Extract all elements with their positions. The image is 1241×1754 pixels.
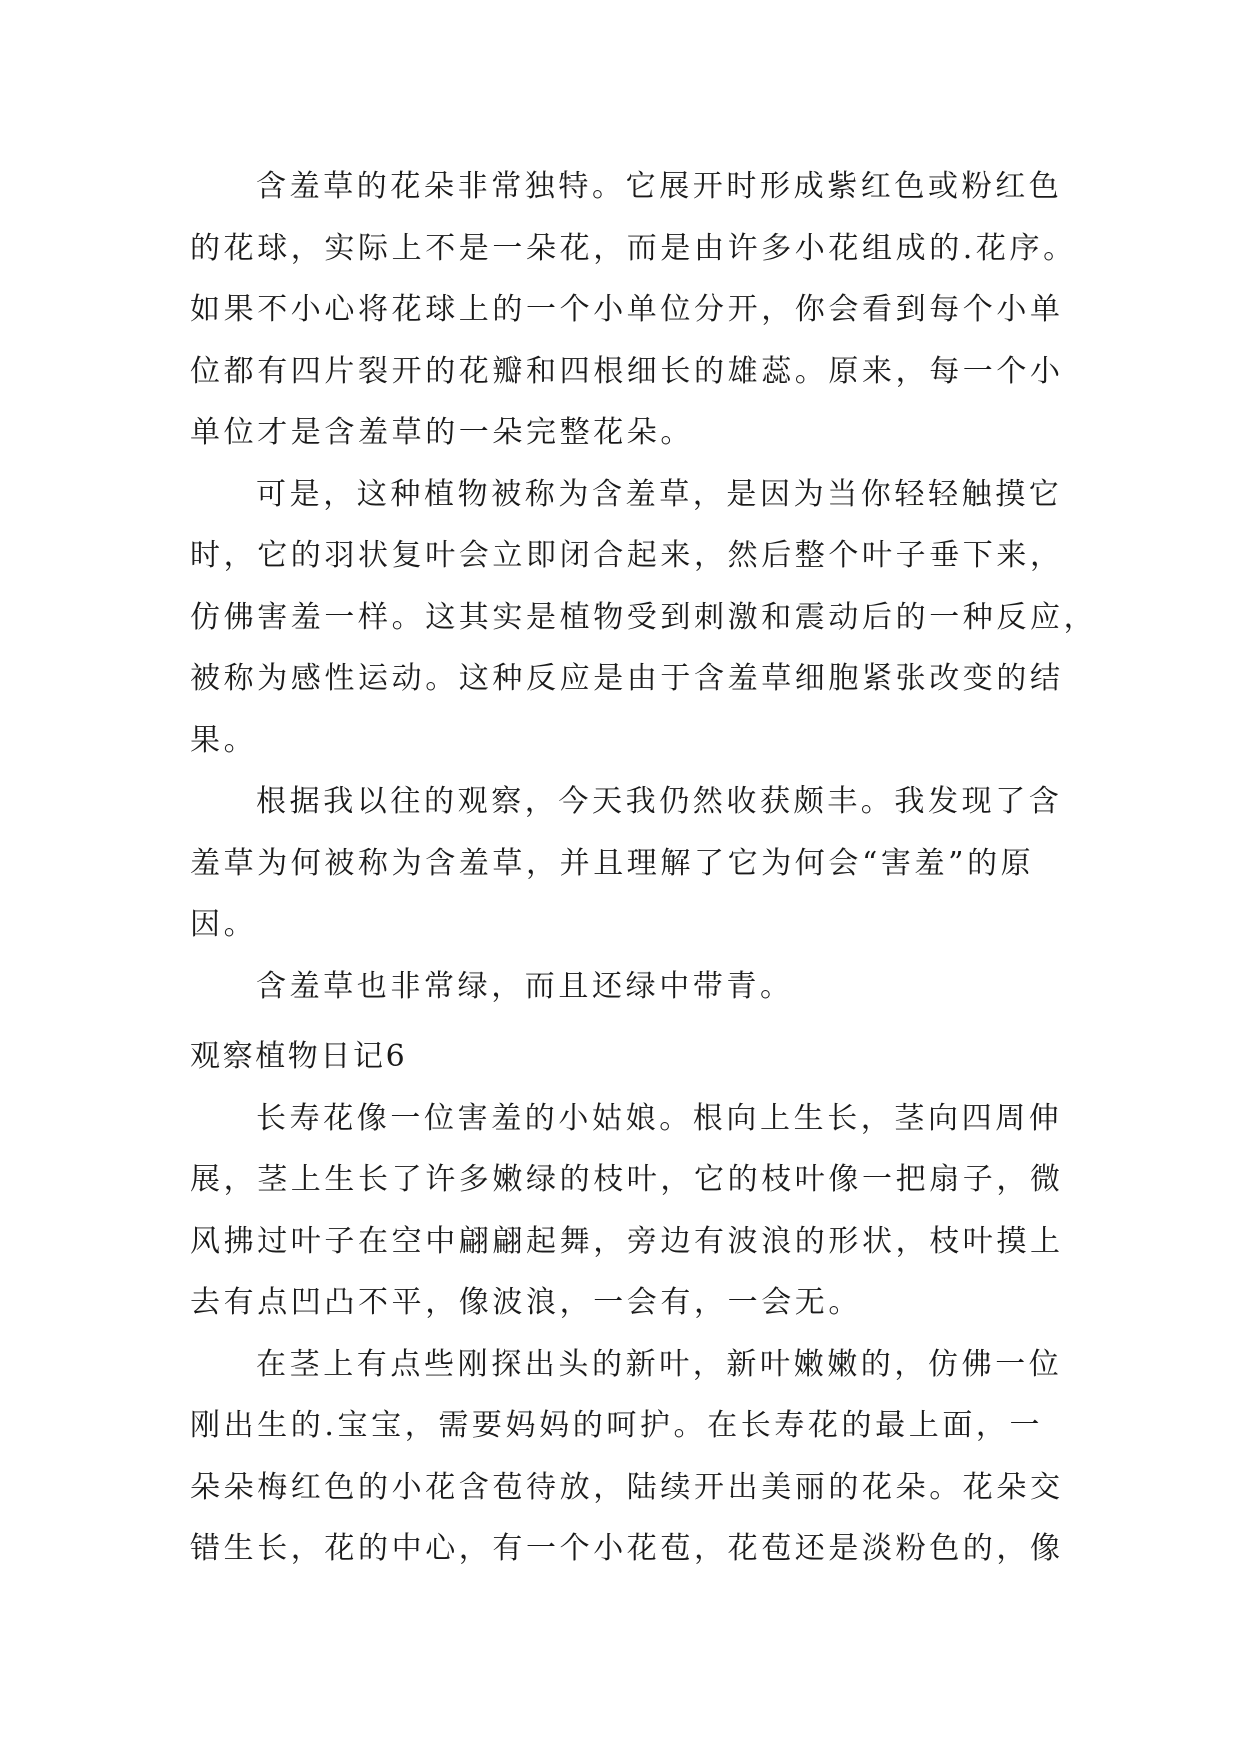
text-line: 含羞草的花朵非常独特。它展开时形成紫红色或粉红色 xyxy=(256,169,1063,204)
text-line: 被称为感性运动。这种反应是由于含羞草细胞紧张改变的结 xyxy=(190,661,1064,696)
paragraph-new-leaves xyxy=(190,1334,1064,1580)
text-line: 含羞草也非常绿，而且还绿中带青。 xyxy=(256,968,794,1004)
text-line: 单位才是含羞草的一朵完整花朵。 xyxy=(190,415,694,450)
text-line: 风拂过叶子在空中翩翩起舞，旁边有波浪的形状，枝叶摸上 xyxy=(190,1223,1064,1259)
text-line: 在茎上有点些刚探出头的新叶，新叶嫩嫩的，仿佛一位 xyxy=(256,1346,1063,1382)
paragraph-flower xyxy=(190,156,1077,464)
section-diary-6 xyxy=(190,1026,1064,1580)
section-mimosa xyxy=(190,156,1098,1017)
text-line: 去有点凹凸不平，像波浪，一会有，一会无。 xyxy=(190,1285,862,1320)
text-line: 时，它的羽状复叶会立即闭合起来，然后整个叶子垂下来， xyxy=(190,538,1064,573)
text-line: 因。 xyxy=(190,907,258,942)
text-line: 羞草为何被称为含羞草，并且理解了它为何会“害羞”的原 xyxy=(190,845,1035,881)
paragraph-green xyxy=(190,956,1050,1018)
text-line: 位都有四片裂开的花瓣和四根细长的雄蕊。原来，每一个小 xyxy=(190,353,1064,389)
text-line: 根据我以往的观察，今天我仍然收获颇丰。我发现了含 xyxy=(256,784,1063,819)
text-line: 仿佛害羞一样。这其实是植物受到刺激和震动后的一种反应， xyxy=(190,599,1098,635)
text-line: 展，茎上生长了许多嫩绿的枝叶，它的枝叶像一把扇子，微 xyxy=(190,1162,1064,1197)
text-line: 朵朵梅红色的小花含苞待放，陆续开出美丽的花朵。花朵交 xyxy=(190,1469,1064,1505)
paragraph-conclusion xyxy=(190,771,1063,956)
paragraph-reaction xyxy=(190,464,1098,772)
text-line: 刚出生的.宝宝，需要妈妈的呵护。在长寿花的最上面，一 xyxy=(190,1408,1044,1443)
paragraph-kalanchoe xyxy=(190,1088,1064,1334)
section-heading: 观察植物日记6 xyxy=(190,1039,408,1074)
text-line: 如果不小心将花球上的一个小单位分开，你会看到每个小单 xyxy=(190,292,1064,327)
text-line: 长寿花像一位害羞的小姑娘。根向上生长，茎向四周伸 xyxy=(256,1100,1063,1136)
text-line: 可是，这种植物被称为含羞草，是因为当你轻轻触摸它 xyxy=(256,476,1063,512)
text-line: 果。 xyxy=(190,722,258,758)
text-line: 的花球，实际上不是一朵花，而是由许多小花组成的.花序。 xyxy=(190,230,1077,266)
text-line: 错生长，花的中心，有一个小花苞，花苞还是淡粉色的，像 xyxy=(190,1531,1064,1566)
